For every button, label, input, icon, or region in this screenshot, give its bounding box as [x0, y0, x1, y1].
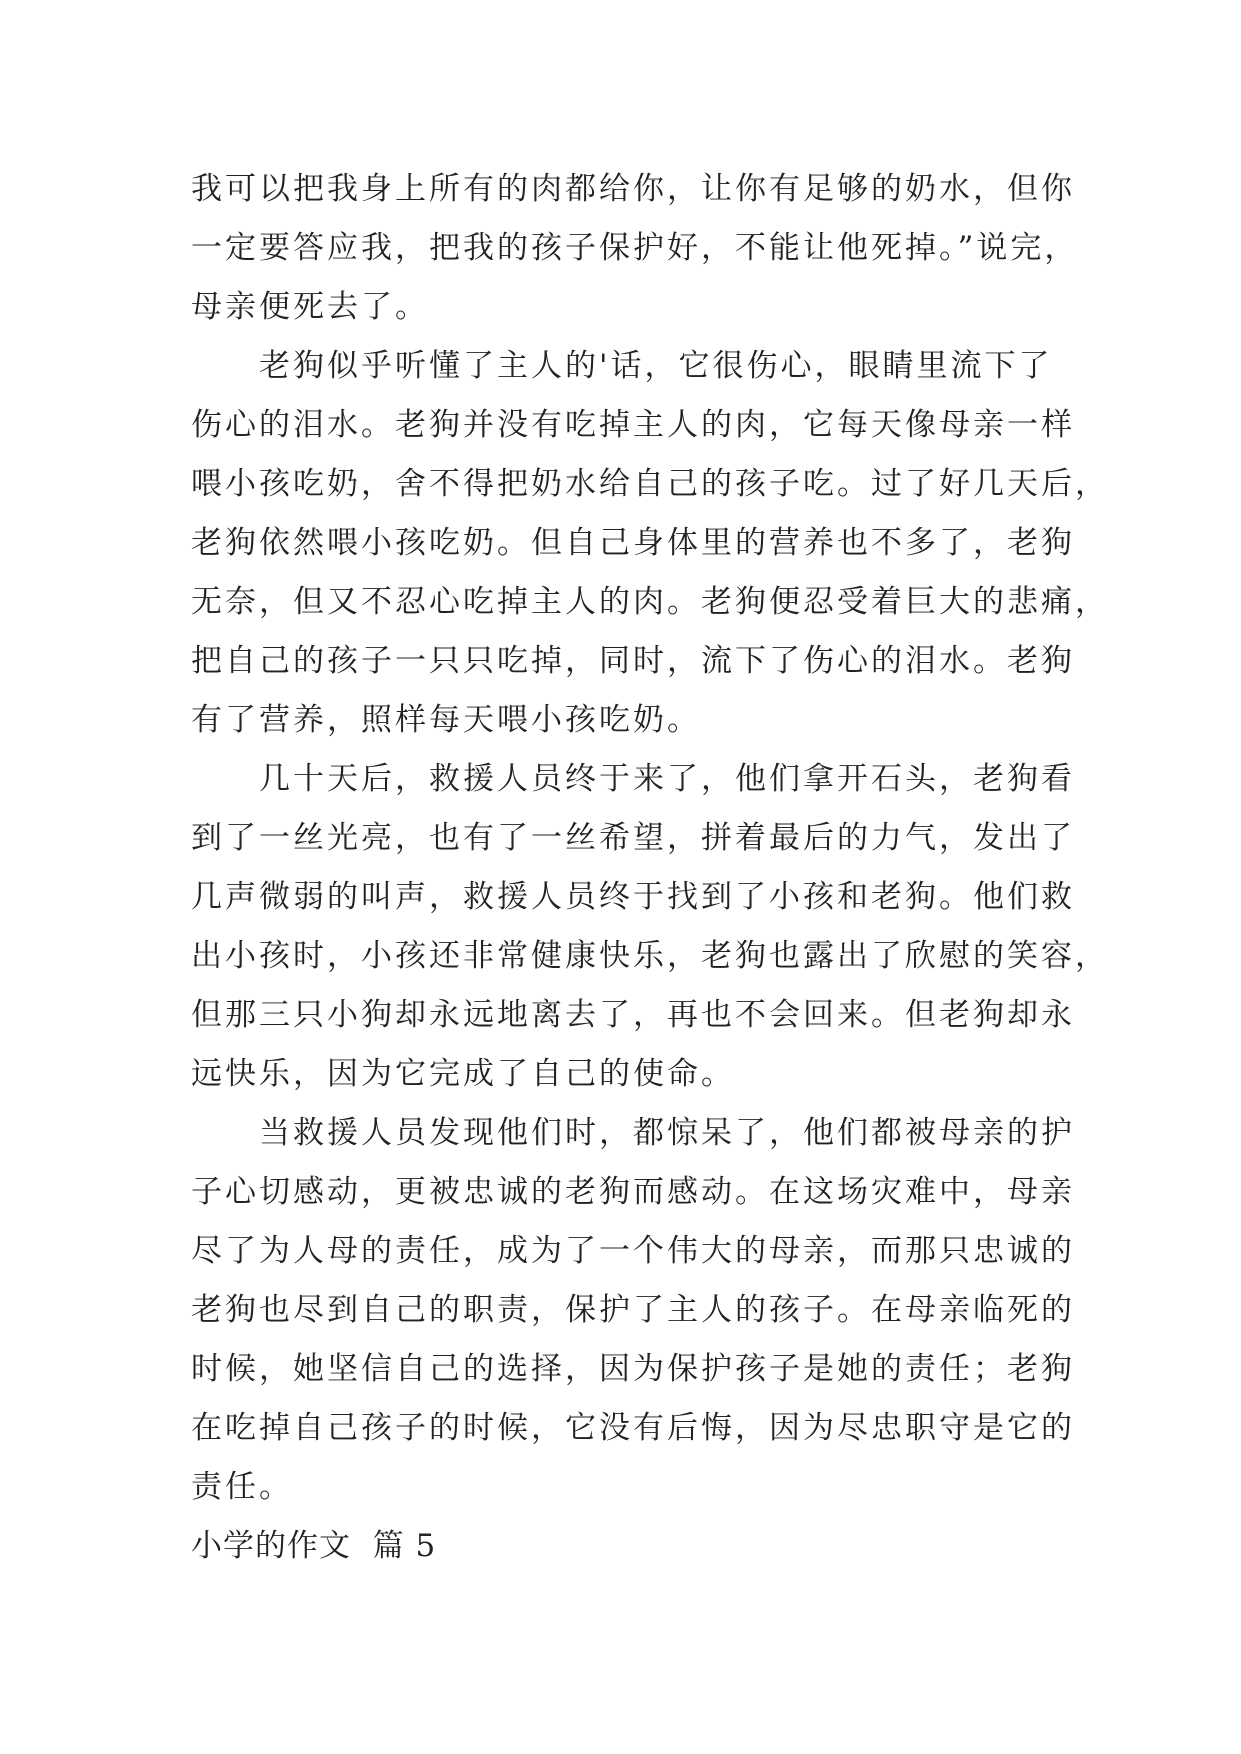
- text-line: 到了一丝光亮，也有了一丝希望，拼着最后的力气，发出了: [191, 820, 1075, 856]
- text-line: 远快乐，因为它完成了自己的使命。: [191, 1056, 735, 1092]
- text-line: 尽了为人母的责任，成为了一个伟大的母亲，而那只忠诚的: [191, 1233, 1075, 1269]
- text-line: 几十天后，救援人员终于来了，他们拿开石头，老狗看: [259, 761, 1075, 797]
- text-line: 责任。: [191, 1469, 293, 1505]
- text-line: 时候，她坚信自己的选择，因为保护孩子是她的责任；老狗: [191, 1351, 1075, 1387]
- text-line: 但那三只小狗却永远地离去了，再也不会回来。但老狗却永: [191, 997, 1075, 1033]
- text-line: 出小孩时，小孩还非常健康快乐，老狗也露出了欣慰的笑容，: [191, 938, 1109, 974]
- paragraph-2: [191, 337, 1109, 750]
- document-body: [191, 160, 1109, 1576]
- text-line: 在吃掉自己孩子的时候，它没有后悔，因为尽忠职守是它的: [191, 1410, 1075, 1446]
- text-line: 一定要答应我，把我的孩子保护好，不能让他死掉。”说完，: [191, 230, 1079, 266]
- text-line: 子心切感动，更被忠诚的老狗而感动。在这场灾难中，母亲: [191, 1174, 1075, 1210]
- text-line: 老狗依然喂小孩吃奶。但自己身体里的营养也不多了，老狗: [191, 525, 1075, 561]
- text-line: 当救援人员发现他们时，都惊呆了，他们都被母亲的护: [259, 1115, 1075, 1151]
- text-line: 伤心的泪水。老狗并没有吃掉主人的肉，它每天像母亲一样: [191, 407, 1075, 443]
- text-line: 老狗也尽到自己的职责，保护了主人的孩子。在母亲临死的: [191, 1292, 1075, 1328]
- text-line: 喂小孩吃奶，舍不得把奶水给自己的孩子吃。过了好几天后，: [191, 466, 1109, 502]
- text-line: 母亲便死去了。: [191, 289, 429, 325]
- paragraph-4: [191, 1104, 1075, 1517]
- section-heading: 小学的作文 篇 5: [191, 1528, 437, 1564]
- text-line: 无奈，但又不忍心吃掉主人的肉。老狗便忍受着巨大的悲痛，: [191, 584, 1109, 620]
- text-line: 我可以把我身上所有的肉都给你，让你有足够的奶水，但你: [191, 171, 1075, 207]
- text-line: 老狗似乎听懂了主人的'话，它很伤心，眼睛里流下了: [259, 348, 1053, 384]
- paragraph-1: [191, 160, 1079, 337]
- paragraph-3: [191, 750, 1109, 1104]
- text-line: 几声微弱的叫声，救援人员终于找到了小孩和老狗。他们救: [191, 879, 1075, 915]
- text-line: 把自己的孩子一只只吃掉，同时，流下了伤心的泪水。老狗: [191, 643, 1075, 679]
- text-line: 有了营养，照样每天喂小孩吃奶。: [191, 702, 701, 738]
